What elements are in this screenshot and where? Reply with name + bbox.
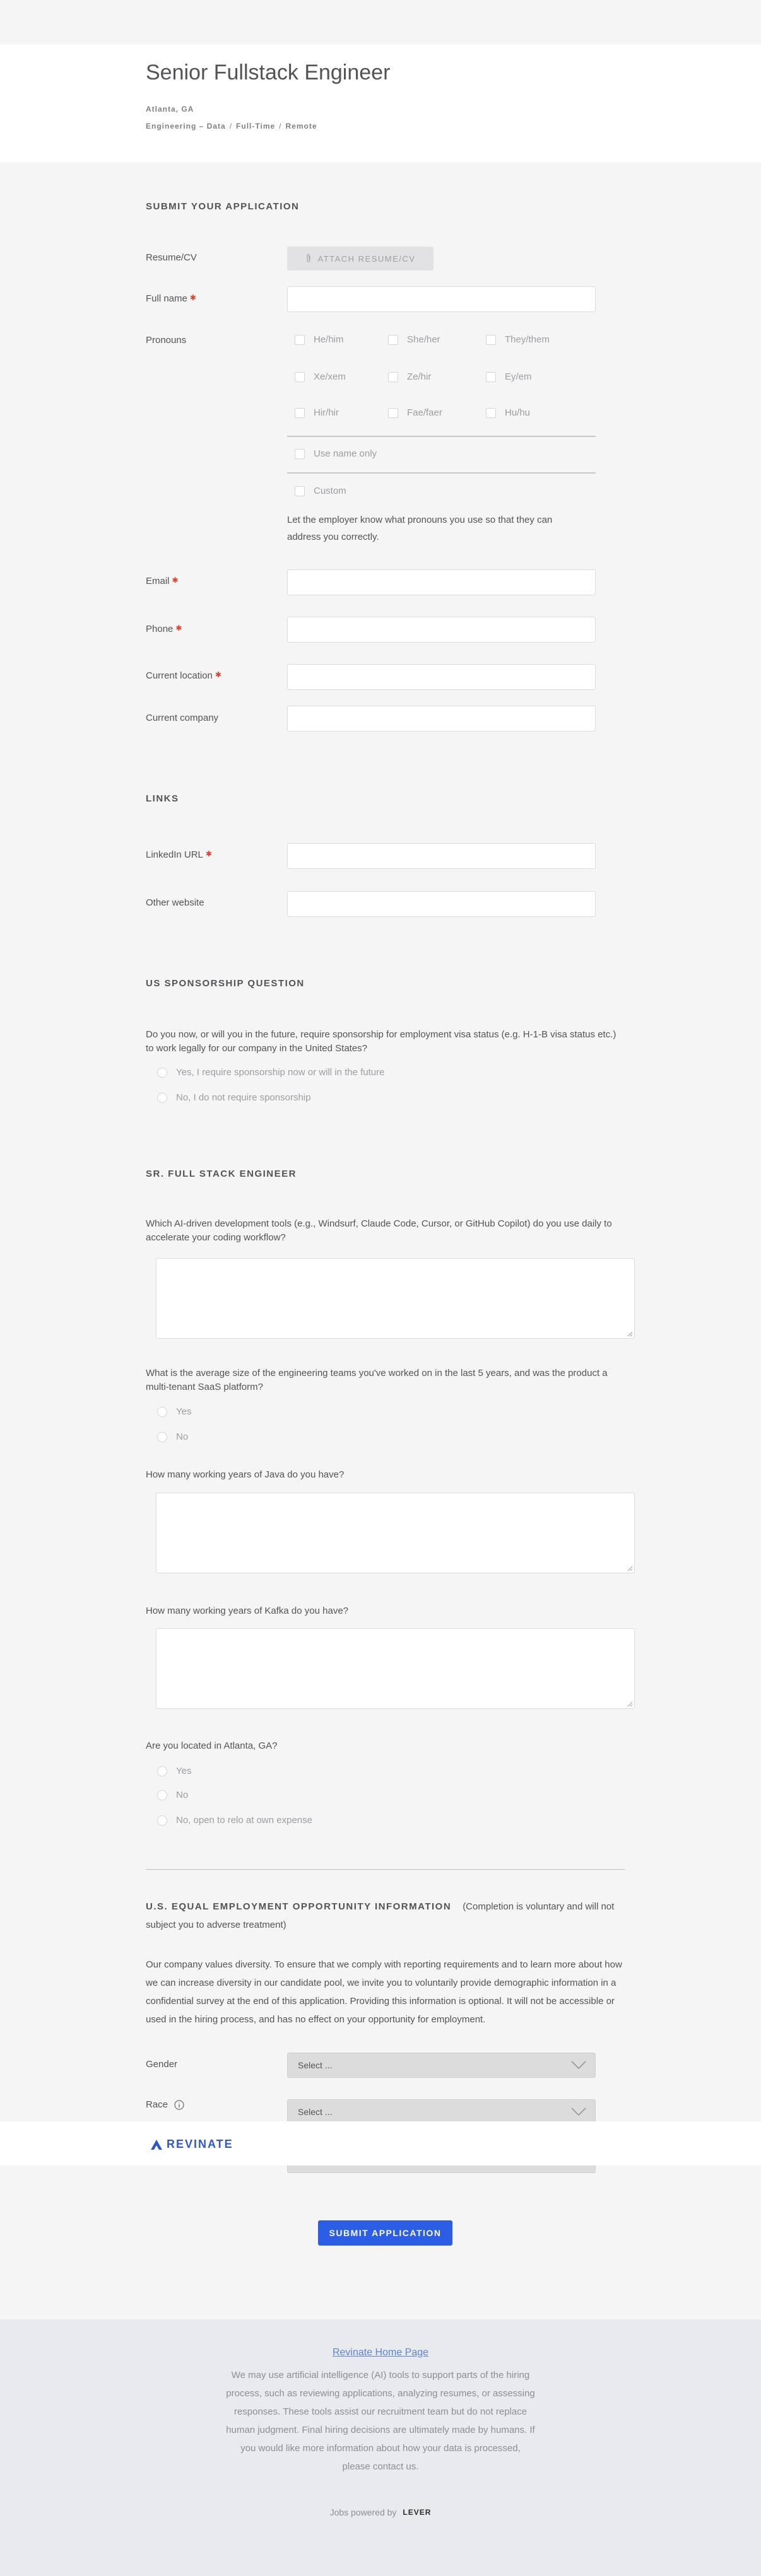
radio-button[interactable] — [157, 1093, 167, 1103]
question-java-years: How many working years of Java do you have? — [146, 1469, 345, 1480]
revinate-logo-icon — [150, 2139, 163, 2150]
checkbox[interactable] — [295, 335, 305, 345]
checkbox[interactable] — [388, 408, 398, 418]
pronouns-label: Pronouns — [146, 335, 187, 346]
company-label: Current company — [146, 713, 219, 723]
atlanta-option-no[interactable]: No — [157, 1790, 188, 1800]
pronoun-option-hu-hu[interactable]: Hu/hu — [486, 407, 530, 418]
checkbox[interactable] — [486, 372, 496, 382]
pronouns-help-text: Let the employer know what pronouns you use so that they can address you correctly. — [287, 515, 553, 542]
company-home-link[interactable]: Revinate Home Page — [332, 2347, 429, 2358]
other-website-label: Other website — [146, 897, 204, 908]
job-location: Atlanta, GA — [146, 105, 194, 114]
submit-application-button[interactable]: SUBMIT APPLICATION — [318, 2220, 452, 2246]
job-category: Engineering – Data — [146, 122, 226, 131]
java-years-textarea[interactable] — [156, 1493, 635, 1573]
gender-label: Gender — [146, 2059, 178, 2070]
radio-button[interactable] — [157, 1766, 167, 1776]
question-ai-tools: Which AI-driven development tools (e.g., Windsurf, Claude Code, Cursor, or GitHub Copilot) do you use daily to accelerate your coding workflow? — [146, 1218, 612, 1243]
attach-resume-label: ATTACH RESUME/CV — [317, 254, 416, 264]
checkbox[interactable] — [295, 449, 305, 459]
team-size-option-yes[interactable]: Yes — [157, 1406, 191, 1417]
attach-resume-button[interactable] — [287, 247, 434, 271]
eeo-heading — [146, 1897, 614, 1934]
question-kafka-years: How many working years of Kafka do you have? — [146, 1606, 348, 1616]
required-marker: ✱ — [205, 849, 212, 858]
pronoun-option-ze-hir[interactable]: Ze/hir — [388, 371, 431, 382]
resize-grip-icon[interactable] — [627, 1331, 633, 1337]
paperclip-icon — [305, 254, 312, 264]
eeo-note: (Completion is voluntary and will not — [463, 1901, 615, 1912]
pronoun-option-custom[interactable]: Custom — [295, 486, 346, 496]
radio-button[interactable] — [157, 1790, 167, 1800]
sticky-brand-bar — [0, 2121, 761, 2165]
required-marker: ✱ — [189, 293, 196, 302]
resize-grip-icon[interactable] — [627, 1701, 633, 1707]
resume-label: Resume/CV — [146, 252, 197, 263]
section-title-application: SUBMIT YOUR APPLICATION — [146, 201, 300, 212]
required-marker: ✱ — [215, 670, 221, 679]
checkbox[interactable] — [388, 372, 398, 382]
full-name-input[interactable] — [287, 286, 596, 312]
section-title-role: SR. FULL STACK ENGINEER — [146, 1169, 297, 1179]
gender-select[interactable]: Select ... — [287, 2053, 596, 2078]
pronoun-option-fae-faer[interactable]: Fae/faer — [388, 407, 442, 418]
atlanta-option-yes[interactable]: Yes — [157, 1766, 191, 1776]
phone-input[interactable] — [287, 617, 596, 643]
email-label: Email ✱ — [146, 576, 179, 586]
checkbox[interactable] — [486, 335, 496, 345]
radio-button[interactable] — [157, 1407, 167, 1417]
radio-button[interactable] — [157, 1432, 167, 1442]
powered-by: Jobs powered by LEVER — [329, 2507, 432, 2517]
radio-button[interactable] — [157, 1068, 167, 1078]
sponsorship-option-no[interactable]: No, I do not require sponsorship — [157, 1092, 310, 1103]
job-workplace: Remote — [285, 122, 317, 131]
eeo-note-continued: subject you to adverse treatment) — [146, 1920, 286, 1930]
eeo-description: Our company values diversity. To ensure that we comply with reporting requirements and to learn more about how we can increase diversity in our candidate pool, we invite you to voluntarily provide demographic information in a confidential survey at the end of this application. Providing this information is optional. It will not be accessible or used in the hiring process, and has no effect on your opportunity for employment. — [146, 1959, 622, 2025]
job-title: Senior Fullstack Engineer — [146, 61, 391, 85]
team-size-option-no[interactable]: No — [157, 1431, 188, 1442]
lever-logo[interactable]: LEVER — [403, 2508, 432, 2517]
pronoun-option-hir-hir[interactable]: Hir/hir — [295, 407, 339, 418]
divider — [146, 1869, 625, 1870]
required-marker: ✱ — [175, 624, 182, 632]
location-input[interactable] — [287, 664, 596, 690]
chevron-down-icon — [571, 2061, 586, 2070]
section-title-sponsorship: US SPONSORSHIP QUESTION — [146, 978, 305, 989]
info-icon[interactable] — [174, 2100, 184, 2110]
resize-grip-icon[interactable] — [627, 1565, 633, 1571]
checkbox[interactable] — [295, 486, 305, 496]
chevron-down-icon — [571, 2107, 586, 2116]
pronoun-option-use-name-only[interactable]: Use name only — [295, 448, 377, 459]
pronoun-option-they-them[interactable]: They/them — [486, 334, 550, 345]
job-commitment: Full-Time — [236, 122, 276, 131]
required-marker: ✱ — [172, 576, 179, 585]
pronoun-option-xe-xem[interactable]: Xe/xem — [295, 371, 346, 382]
checkbox[interactable] — [295, 372, 305, 382]
atlanta-option-relocate[interactable]: No, open to relo at own expense — [157, 1815, 312, 1826]
company-logo[interactable]: REVINATE — [150, 2138, 233, 2151]
ai-disclosure-text: We may use artificial intelligence (AI) tools to support parts of the hiring process, such as reviewing applications, analyzing resumes, or assessing responses. These tools assist our recruitment team but do not replace human judgment. Final hiring decisions are ultimately made by humans. If you would like more information about how your data is processed, please contact us. — [226, 2370, 535, 2472]
checkbox[interactable] — [388, 335, 398, 345]
phone-label: Phone ✱ — [146, 624, 182, 634]
email-input[interactable] — [287, 569, 596, 595]
divider — [287, 436, 596, 437]
kafka-years-textarea[interactable] — [156, 1628, 635, 1709]
sponsorship-question: Do you now, or will you in the future, require sponsorship for employment visa status (e.g. H-1-B visa status etc.) to work legally for our company in the United States? — [146, 1029, 616, 1054]
section-title-links: LINKS — [146, 793, 179, 804]
sponsorship-option-yes[interactable]: Yes, I require sponsorship now or will in the future — [157, 1067, 384, 1078]
checkbox[interactable] — [295, 408, 305, 418]
checkbox[interactable] — [486, 408, 496, 418]
linkedin-input[interactable] — [287, 843, 596, 869]
company-input[interactable] — [287, 706, 596, 731]
radio-button[interactable] — [157, 1815, 167, 1826]
job-categories: Engineering – Data / Full-Time / Remote — [146, 122, 317, 131]
linkedin-label: LinkedIn URL ✱ — [146, 849, 212, 860]
race-select[interactable]: Select ... — [287, 2099, 596, 2124]
full-name-label: Full name ✱ — [146, 293, 196, 304]
pronoun-option-she-her[interactable]: She/her — [388, 334, 440, 345]
divider — [287, 472, 596, 474]
question-team-size: What is the average size of the engineering teams you've worked on in the last 5 years, and was the product a multi-tenant SaaS platform? — [146, 1368, 608, 1392]
location-label: Current location ✱ — [146, 670, 221, 681]
race-label: Race — [146, 2099, 184, 2110]
pronoun-option-ey-em[interactable]: Ey/em — [486, 371, 532, 382]
section-title-eeo: U.S. EQUAL EMPLOYMENT OPPORTUNITY INFORMATION — [146, 1901, 452, 1912]
question-location-atlanta: Are you located in Atlanta, GA? — [146, 1740, 278, 1751]
other-website-input[interactable] — [287, 891, 596, 917]
pronoun-option-he-him[interactable]: He/him — [295, 334, 344, 345]
ai-tools-textarea[interactable] — [156, 1258, 635, 1339]
